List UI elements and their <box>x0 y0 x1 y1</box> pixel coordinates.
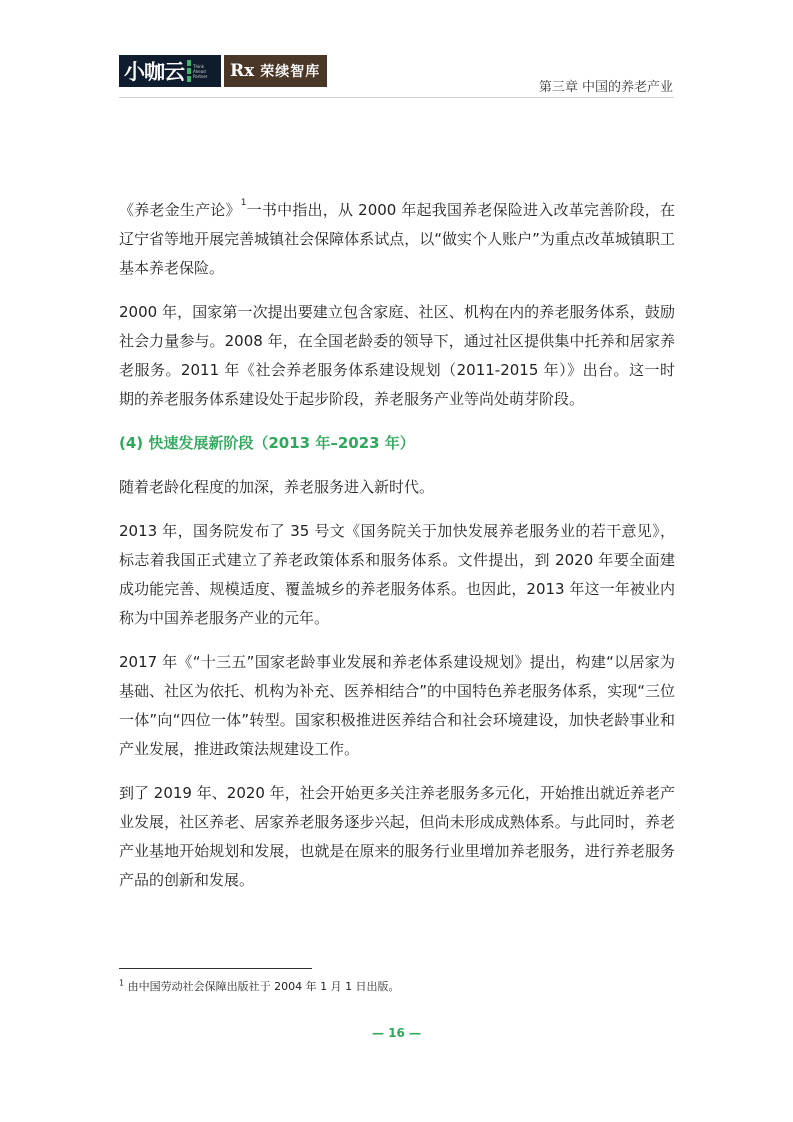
logo-left-text: 小咖云 <box>124 60 184 84</box>
logo-right-text: 荣续智库 <box>260 64 321 80</box>
page-number: — 16 — <box>371 1026 422 1040</box>
logo-bars-icon <box>187 60 191 82</box>
rongxu-logo <box>224 55 327 87</box>
footnote-number: 1 <box>119 978 125 988</box>
xiaokayun-logo <box>119 55 221 87</box>
paragraph-4: 2013 年，国务院发布了 35 号文《国务院关于加快发展养老服务业的若干意见》，标志着我国正式建立了养老政策体系和服务体系。文件提出，到 2020 年要全面建成功能完善、规模适度、覆盖城乡的养老服务体系。也因此，2013 年这一年被业内称为中国养老服务产业的元年。 <box>119 522 675 627</box>
footnote <box>119 978 400 994</box>
p1-book-title: 《养老金生产论》 <box>119 201 241 219</box>
paragraph-2: 2000 年，国家第一次提出要建立包含家庭、社区、机构在内的养老服务体系，鼓励社会力量参与。2008 年，在全国老龄委的领导下，通过社区提供集中托养和居家养老服务。2011 年《社会养老服务体系建设规划（2011-2015 年）》出台。这一时期的养老服务体系建设处于起步阶段，养老服务产业等尚处萌芽阶段。 <box>119 303 675 408</box>
paragraph-3: 随着老龄化程度的加深，养老服务进入新时代。 <box>119 478 435 496</box>
chapter-title: 第三章 中国的养老产业 <box>538 80 673 95</box>
paragraph-5: 2017 年《“十三五”国家老龄事业发展和养老体系建设规划》提出，构建“以居家为基础、社区为依托、机构为补充、医养相结合”的中国特色养老服务体系，实现“三位一体”向“四位一体”转型。国家积极推进医养结合和社会环境建设，加快老龄事业和产业发展，推进政策法规建设工作。 <box>119 653 675 758</box>
header-divider <box>119 97 674 98</box>
section-heading: (4) 快速发展新阶段（2013 年–2023 年） <box>119 434 415 452</box>
footnote-text: 由中国劳动社会保障出版社于 2004 年 1 月 1 日出版。 <box>124 980 400 993</box>
logo-left-tagline: Think Ahead Partner <box>193 63 208 79</box>
logo-rx-mark: Rx <box>230 61 255 81</box>
p1-text: 一书中指出，从 2000 年起我国养老保险进入改革完善阶段，在辽宁省等地开展完善城镇社会保障体系试点，以“做实个人账户”为重点改革城镇职工基本养老保险。 <box>119 201 675 277</box>
paragraph-6: 到了 2019 年、2020 年，社会开始更多关注养老服务多元化，开始推出就近养老产业发展，社区养老、居家养老服务逐步兴起，但尚未形成成熟体系。与此同时，养老产业基地开始规划和发展，也就是在原来的服务行业里增加养老服务，进行养老服务产品的创新和发展。 <box>119 784 675 889</box>
footnote-ref[interactable]: 1 <box>240 198 247 208</box>
paragraph-1 <box>119 196 675 283</box>
footnote-divider <box>119 968 312 969</box>
main-content <box>119 196 675 910</box>
